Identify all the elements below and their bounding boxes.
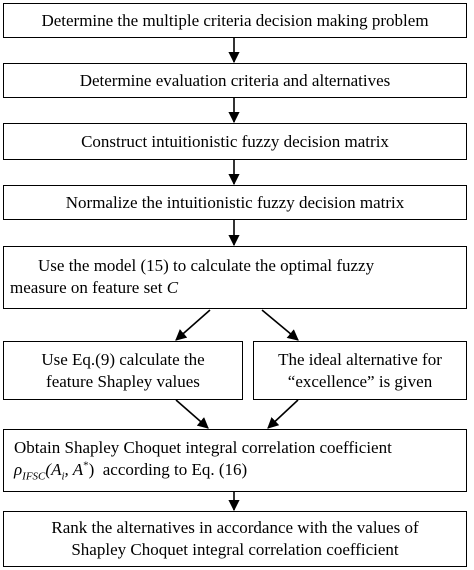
step-correlation-coefficient-reference: according to Eq. (16) <box>94 460 248 479</box>
step-correlation-coefficient <box>3 429 467 492</box>
step-construct-matrix-label: Construct intuitionistic fuzzy decision matrix <box>81 131 389 151</box>
step-normalize-matrix <box>3 185 467 220</box>
step-correlation-coefficient-formula: $\rho_{IFSC}(A_i$, A*) according to Eq. (16) <box>14 459 248 483</box>
arrow-6-8 <box>176 400 208 428</box>
step-criteria-alternatives <box>3 63 467 98</box>
step-ideal-alternative-line1: The ideal alternative for <box>278 349 442 369</box>
step-shapley-values-line1: Use Eq.(9) calculate the <box>41 349 205 369</box>
step-construct-matrix <box>3 123 467 160</box>
step-rank-alternatives-line1: Rank the alternatives in accordance with the values of <box>51 518 419 537</box>
step-define-problem-label: Determine the multiple criteria decision making problem <box>41 10 429 30</box>
step-shapley-values <box>3 341 243 400</box>
step-normalize-matrix-label: Normalize the intuitionistic fuzzy decision matrix <box>65 192 405 212</box>
step-criteria-alternatives-label: Determine evaluation criteria and alternatives <box>79 70 391 90</box>
step-optimal-fuzzy-measure-line2: measure on feature set C <box>10 278 179 297</box>
arrow-5-7 <box>262 310 298 340</box>
step-ideal-alternative-line2: “excellence” is given <box>287 371 433 391</box>
step-optimal-fuzzy-measure <box>3 246 467 309</box>
step-shapley-values-line2: feature Shapley values <box>46 371 200 391</box>
rho-subscript: IFSC <box>22 470 46 483</box>
step-optimal-fuzzy-measure-line1: Use the model (15) to calculate the optimal fuzzy <box>38 256 375 275</box>
feature-set-variable: C <box>166 278 179 297</box>
step-define-problem <box>3 3 467 38</box>
step-rank-alternatives-line2: Shapley Choquet integral correlation coefficient <box>71 540 399 559</box>
step-rank-alternatives <box>3 511 467 567</box>
step-ideal-alternative <box>253 341 467 400</box>
rho-symbol: ρ <box>14 460 23 479</box>
arrow-7-8 <box>268 400 298 428</box>
arrow-5-6 <box>176 310 210 340</box>
step-correlation-coefficient-line1: Obtain Shapley Choquet integral correlation coefficient <box>14 438 392 457</box>
